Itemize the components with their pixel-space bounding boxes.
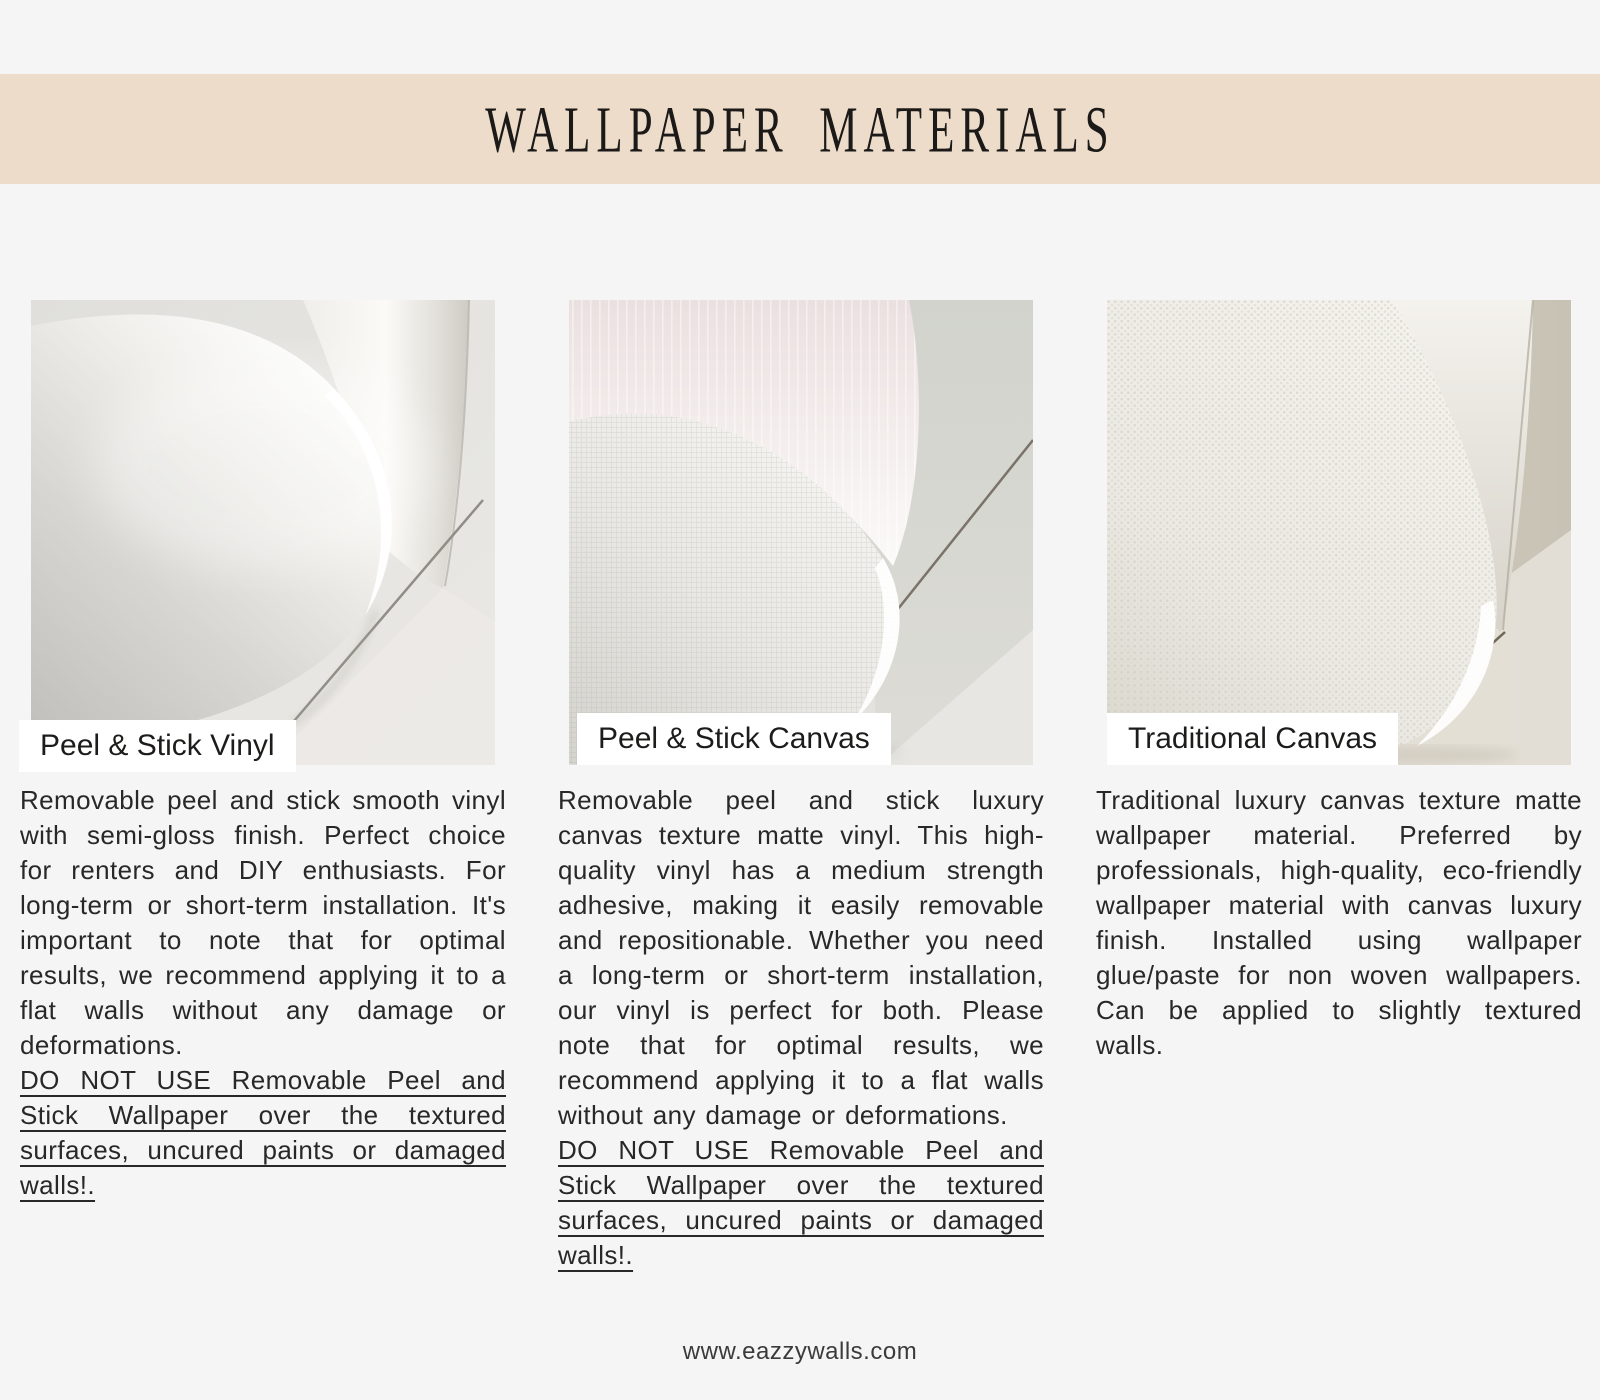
page-title: WALLPAPER MATERIALS	[485, 92, 1115, 166]
footer-website: www.eazzywalls.com	[682, 1338, 918, 1365]
wallpaper-photo-traditional	[1107, 300, 1571, 765]
vinyl-curl-illustration	[31, 300, 495, 765]
material-description-text: Traditional luxury canvas texture matte wallpaper material. Preferred by professionals, high-quality, eco-friendly wallpaper material with canvas luxury finish. Installed using wallpaper glue/paste for non woven wallpapers. Can be applied to slightly textured walls.	[1096, 785, 1582, 1060]
traditional-canvas-curl-illustration	[1107, 300, 1571, 765]
material-warning: DO NOT USE Removable Peel and Stick Wallpaper over the textured surfaces, uncured paints or damaged walls!.	[558, 1135, 1044, 1270]
header-banner	[0, 74, 1600, 184]
material-card-traditional-canvas	[1096, 300, 1582, 1273]
material-label: Traditional Canvas	[1107, 713, 1398, 765]
material-description	[20, 783, 506, 1203]
material-description-text: Removable peel and stick luxury canvas texture matte vinyl. This high-quality vinyl has a medium strength adhesive, making it easily removable and repositionable. Whether you need a long-term or short-term installation, our vinyl is perfect for both. Please note that for optimal results, we recommend applying it to a flat walls without any damage or deformations.	[558, 785, 1044, 1130]
materials-columns	[20, 300, 1582, 1273]
wallpaper-photo-canvas	[569, 300, 1033, 765]
material-description-text: Removable peel and stick smooth vinyl with semi-gloss finish. Perfect choice for renters and DIY enthusiasts. For long-term or short-term installation. It's important to note that for optimal results, we recommend applying it to a flat walls without any damage or deformations.	[20, 785, 506, 1060]
material-label: Peel & Stick Canvas	[577, 713, 891, 765]
material-card-peel-stick-vinyl	[20, 300, 506, 1273]
material-description	[558, 783, 1044, 1273]
material-label: Peel & Stick Vinyl	[19, 720, 296, 772]
canvas-curl-illustration	[569, 300, 1033, 765]
wallpaper-photo-vinyl	[31, 300, 495, 765]
material-warning: DO NOT USE Removable Peel and Stick Wallpaper over the textured surfaces, uncured paints or damaged walls!.	[20, 1065, 506, 1200]
material-description	[1096, 783, 1582, 1063]
material-card-peel-stick-canvas	[558, 300, 1044, 1273]
